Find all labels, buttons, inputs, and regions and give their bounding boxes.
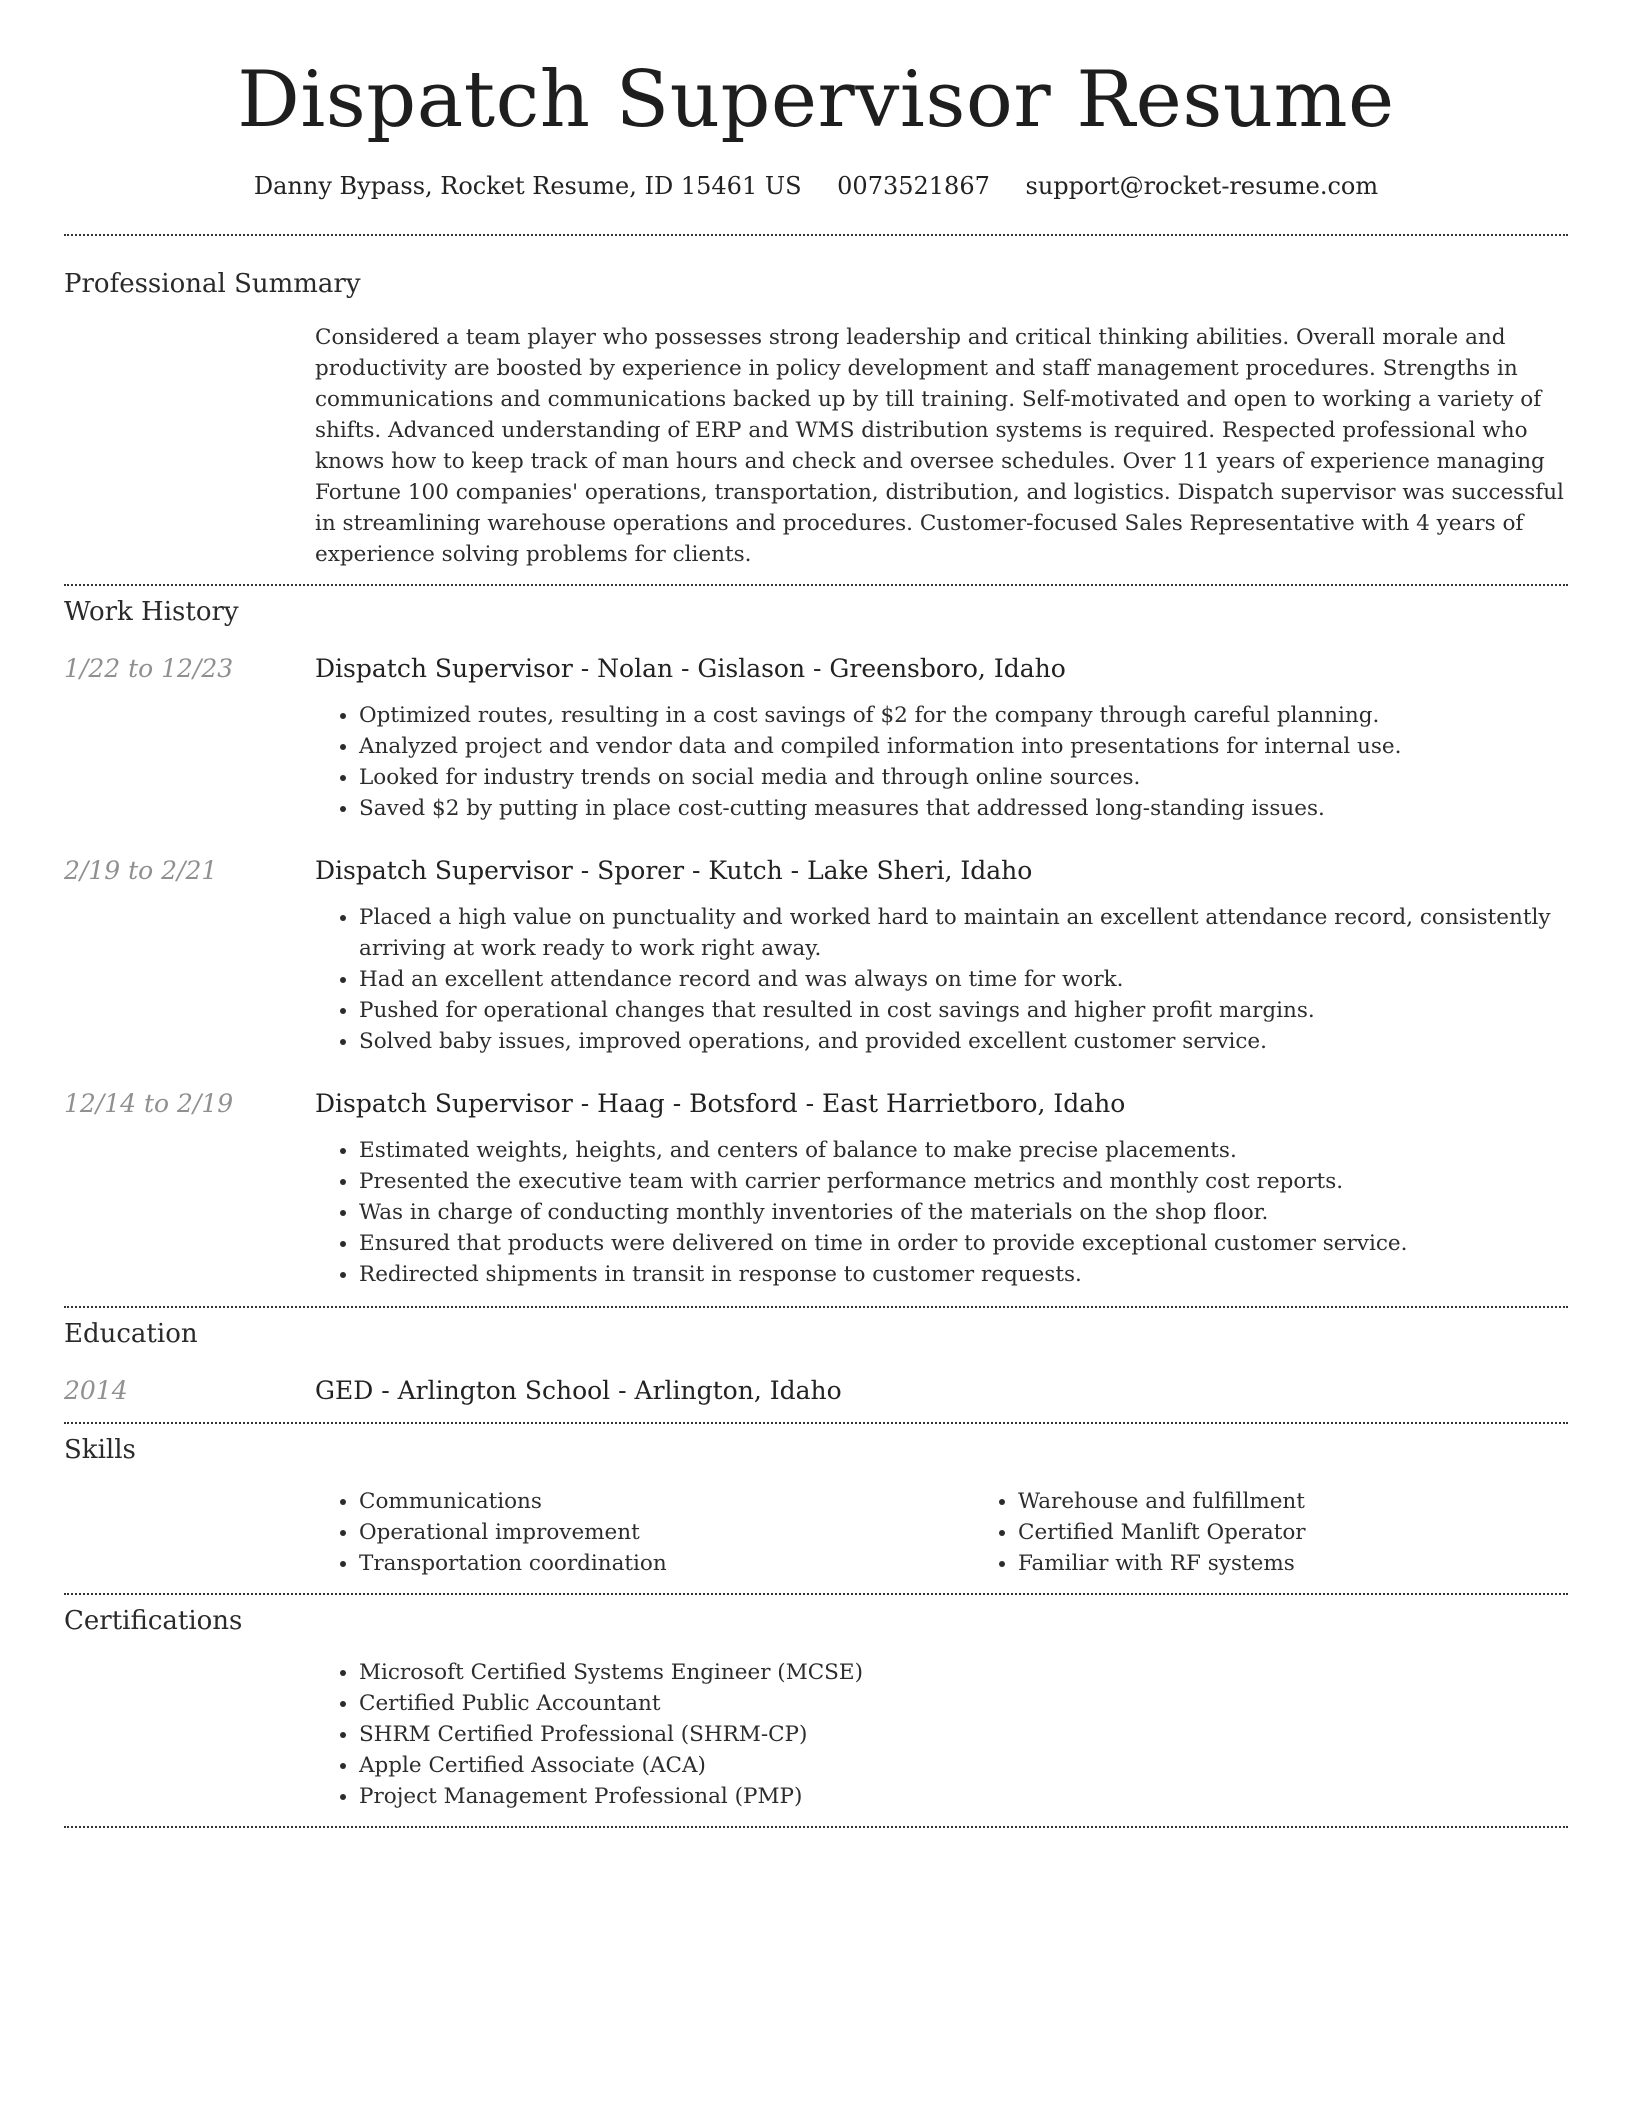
job-bullet: • Presented the executive team with carrier performance metrics and monthly cost reports. [359,1166,1568,1197]
skills-section [64,1424,1568,1579]
certifications-heading: Certifications [64,1606,243,1636]
certification-item: • SHRM Certified Professional (SHRM-CP) [359,1719,1568,1750]
contact-phone: 0073521867 [837,172,990,200]
job-title: Dispatch Supervisor - Haag - Botsford - East Harrietboro, Idaho [315,1089,1126,1118]
job-bullet: • Saved $2 by putting in place cost-cutting measures that addressed long-standing issues. [359,793,1568,824]
job-bullets [315,1135,1568,1290]
skill-item: • Operational improvement [359,1517,974,1548]
work-history-section [64,586,1568,1290]
job-bullets [315,700,1568,824]
job-bullet: • Optimized routes, resulting in a cost savings of $2 for the company through careful planning. [359,700,1568,731]
certifications-section [64,1595,1568,1812]
certification-item: • Microsoft Certified Systems Engineer (MCSE) [359,1657,1568,1688]
job-dates: 12/14 to 2/19 [64,1089,234,1118]
job-dates: 1/22 to 12/23 [64,654,234,683]
summary-section [64,236,1568,570]
education-section [64,1308,1568,1408]
job-entry [64,652,1568,824]
job-bullet: • Placed a high value on punctuality and worked hard to maintain an excellent attendance record, consistently arriving at work ready to work right away. [359,902,1568,964]
job-bullet: • Pushed for operational changes that resulted in cost savings and higher profit margins. [359,995,1568,1026]
skill-item: • Certified Manlift Operator [1018,1517,1632,1548]
summary-heading: Professional Summary [64,269,361,299]
job-bullet: • Was in charge of conducting monthly inventories of the materials on the shop floor. [359,1197,1568,1228]
work-history-heading: Work History [64,597,239,627]
contact-email: support@rocket-resume.com [1025,172,1379,200]
education-year: 2014 [64,1376,128,1405]
summary-text: Considered a team player who possesses strong leadership and critical thinking abilities. Overall morale and productivity are boosted by experience in policy development and staff management procedures. Strengths in communications and communications backed up by till training. Self-motivated and open to working a variety of shifts. Advanced understanding of ERP and WMS distribution systems is required. Respected professional who knows how to keep track of man hours and check and oversee schedules. Over 11 years of experience managing Fortune 100 companies' operations, transportation, distribution, and logistics. Dispatch supervisor was successful in streamlining warehouse operations and procedures. Customer-focused Sales Representative with 4 years of experience solving problems for clients. [315,325,1564,567]
contact-line [64,170,1568,202]
job-bullet: • Estimated weights, heights, and centers of balance to make precise placements. [359,1135,1568,1166]
job-title: Dispatch Supervisor - Nolan - Gislason - Greensboro, Idaho [315,654,1066,683]
job-title: Dispatch Supervisor - Sporer - Kutch - Lake Sheri, Idaho [315,856,1033,885]
certification-item: • Apple Certified Associate (ACA) [359,1750,1568,1781]
skills-heading: Skills [64,1435,136,1465]
job-entry [64,854,1568,1057]
skill-item: • Transportation coordination [359,1548,974,1579]
certifications-list [315,1657,1568,1812]
skill-item: • Warehouse and fulfillment [1018,1486,1632,1517]
resume-header [64,0,1568,202]
page-title: Dispatch Supervisor Resume [237,55,1395,145]
job-bullet: • Ensured that products were delivered on time in order to provide exceptional customer service. [359,1228,1568,1259]
skill-item: • Familiar with RF systems [1018,1548,1632,1579]
job-entry [64,1087,1568,1290]
job-bullets [315,902,1568,1057]
job-bullet: • Had an excellent attendance record and was always on time for work. [359,964,1568,995]
job-bullet: • Looked for industry trends on social media and through online sources. [359,762,1568,793]
certification-item: • Certified Public Accountant [359,1688,1568,1719]
education-heading: Education [64,1319,198,1349]
certifications-divider [64,1826,1568,1828]
skills-list-right [974,1486,1632,1579]
education-entry: GED - Arlington School - Arlington, Idaho [315,1376,842,1405]
job-bullet: • Solved baby issues, improved operations, and provided excellent customer service. [359,1026,1568,1057]
job-dates: 2/19 to 2/21 [64,856,218,885]
skills-list-left [315,1486,974,1579]
certification-item: • Project Management Professional (PMP) [359,1781,1568,1812]
contact-address: Danny Bypass, Rocket Resume, ID 15461 US [253,172,802,200]
job-bullet: • Analyzed project and vendor data and compiled information into presentations for internal use. [359,731,1568,762]
job-bullet: • Redirected shipments in transit in response to customer requests. [359,1259,1568,1290]
skill-item: • Communications [359,1486,974,1517]
